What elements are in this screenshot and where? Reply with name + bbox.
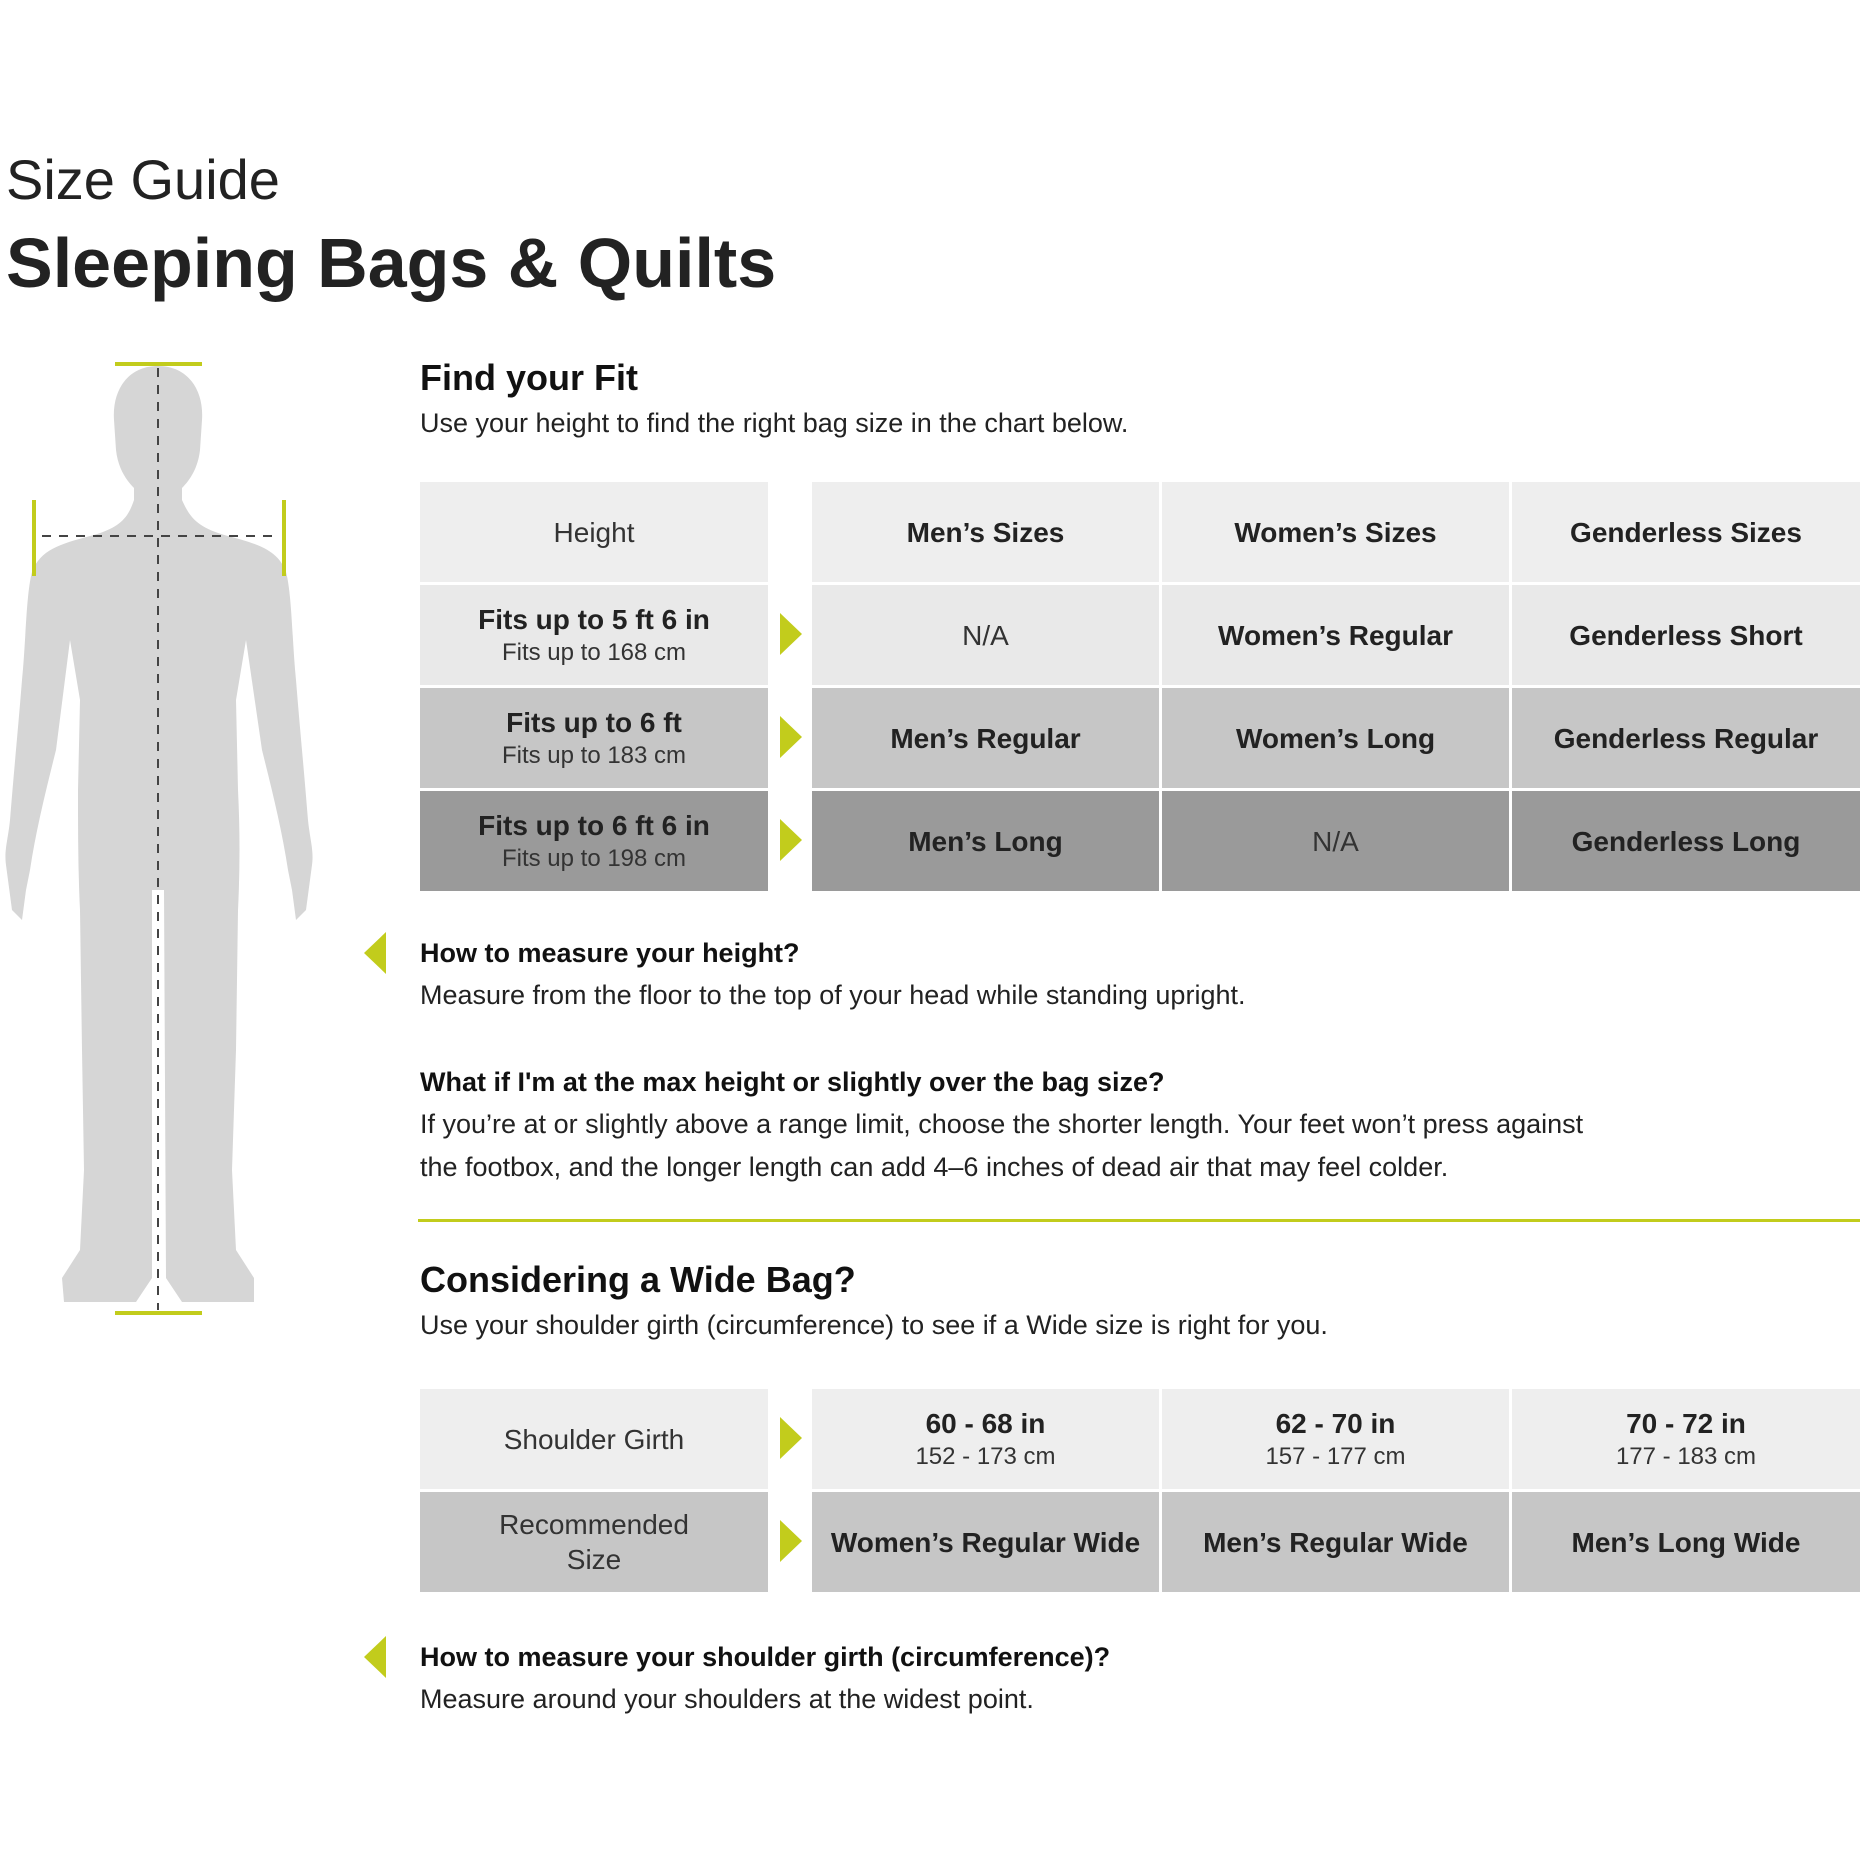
arrow-right-icon: [780, 1520, 802, 1562]
table-cell-womens: [1162, 688, 1509, 788]
size-value: Genderless Regular: [1553, 722, 1819, 754]
wide-subtitle: Use your shoulder girth (circumference) to see if a Wide size is right for you.: [420, 1310, 1328, 1340]
arrow-left-icon: [364, 932, 386, 974]
recommended-size-cell: [1162, 1492, 1509, 1592]
page-title: Sleeping Bags & Quilts: [6, 224, 777, 302]
section-divider: [418, 1219, 1860, 1222]
table-cell-mens: [812, 791, 1159, 891]
fit-heading: Find your Fit: [420, 357, 638, 398]
column-header-label: Genderless Sizes: [1570, 516, 1802, 548]
girth-range-cell: [1162, 1389, 1509, 1489]
girth-label-cell: [420, 1389, 768, 1489]
height-metric: Fits up to 168 cm: [501, 638, 687, 666]
faq-question: How to measure your shoulder girth (circumference)?: [420, 1642, 1111, 1672]
girth-imperial: 70 - 72 in: [1626, 1407, 1746, 1439]
column-header-mens: [812, 482, 1159, 582]
size-value: Men’s Long: [908, 825, 1063, 857]
table-cell-mens: [812, 688, 1159, 788]
arrow-right-icon: [780, 1417, 802, 1459]
size-value: Genderless Long: [1571, 825, 1801, 857]
arrow-left-icon: [364, 1636, 386, 1678]
size-value: Women’s Regular Wide: [830, 1526, 1141, 1558]
table-cell-genderless: [1512, 585, 1860, 685]
girth-range-cell: [812, 1389, 1159, 1489]
height-header: Height: [553, 516, 635, 548]
table-cell-genderless: [1512, 791, 1860, 891]
recommended-size-cell: [1512, 1492, 1860, 1592]
height-imperial: Fits up to 6 ft 6 in: [478, 809, 710, 841]
recommended-label: Size: [566, 1544, 622, 1575]
size-value: Men’s Long Wide: [1571, 1526, 1801, 1558]
table-row-height: [420, 585, 768, 685]
height-metric: Fits up to 198 cm: [501, 844, 687, 872]
faq-answer-line: the footbox, and the longer length can add 4–6 inches of dead air that may feel colder.: [420, 1152, 1449, 1182]
recommended-label-cell: [420, 1492, 768, 1592]
table-row-height: [420, 688, 768, 788]
wide-heading: Considering a Wide Bag?: [420, 1259, 856, 1300]
arrow-right-icon: [780, 716, 802, 758]
column-header-label: Men’s Sizes: [906, 516, 1065, 548]
size-value: N/A: [1312, 825, 1359, 857]
faq-answer: Measure around your shoulders at the widest point.: [420, 1684, 1034, 1714]
girth-metric: 157 - 177 cm: [1265, 1442, 1406, 1470]
girth-label: Shoulder Girth: [503, 1423, 685, 1455]
fit-subtitle: Use your height to find the right bag size in the chart below.: [420, 408, 1129, 438]
size-value: Men’s Regular Wide: [1203, 1526, 1468, 1558]
column-header-womens: [1162, 482, 1509, 582]
size-value: Women’s Regular: [1218, 619, 1453, 651]
table-row-height: [420, 791, 768, 891]
height-header-cell: [420, 482, 768, 582]
arrow-right-icon: [780, 819, 802, 861]
girth-metric: 177 - 183 cm: [1615, 1442, 1757, 1470]
table-cell-womens: [1162, 791, 1509, 891]
faq-answer-line: If you’re at or slightly above a range limit, choose the shorter length. Your feet won’t press against: [420, 1109, 1584, 1139]
faq-answer: Measure from the floor to the top of your head while standing upright.: [420, 980, 1246, 1010]
size-value: Men’s Regular: [890, 722, 1081, 754]
table-cell-genderless: [1512, 688, 1860, 788]
faq-question: What if I'm at the max height or slightly over the bag size?: [420, 1067, 1165, 1097]
girth-metric: 152 - 173 cm: [915, 1442, 1056, 1470]
girth-imperial: 62 - 70 in: [1275, 1407, 1396, 1439]
size-value: Genderless Short: [1569, 619, 1803, 651]
column-header-genderless: [1512, 482, 1860, 582]
recommended-label: Recommended: [499, 1509, 689, 1540]
arrow-right-icon: [780, 613, 802, 655]
table-cell-womens: [1162, 585, 1509, 685]
height-imperial: Fits up to 6 ft: [506, 706, 682, 738]
recommended-size-cell: [812, 1492, 1159, 1592]
faq-question: How to measure your height?: [420, 938, 800, 968]
height-metric: Fits up to 183 cm: [501, 741, 687, 769]
size-value: N/A: [962, 619, 1009, 651]
body-silhouette-icon: [0, 350, 330, 1320]
girth-imperial: 60 - 68 in: [925, 1407, 1046, 1439]
table-cell-mens: [812, 585, 1159, 685]
girth-range-cell: [1512, 1389, 1860, 1489]
column-header-label: Women’s Sizes: [1234, 516, 1437, 548]
height-imperial: Fits up to 5 ft 6 in: [478, 603, 710, 635]
page-kicker: Size Guide: [6, 148, 280, 211]
size-value: Women’s Long: [1235, 722, 1436, 754]
